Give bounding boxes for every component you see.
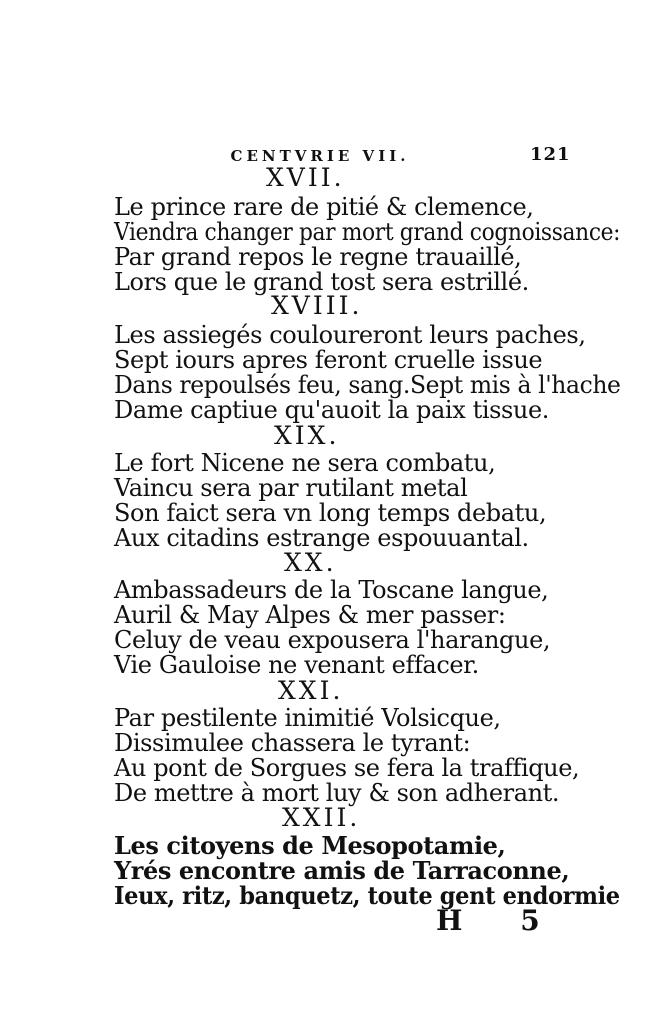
verse-line: Lors que le grand tost sera estrillé.	[114, 268, 529, 296]
verse-line: Sept iours apres feront cruelle issue	[114, 346, 543, 374]
quatrain-number: XVIII.	[271, 291, 363, 320]
quatrain-number: XXII.	[282, 803, 361, 832]
verse-line: Le prince rare de pitié & clemence,	[114, 193, 534, 221]
verse-line: Dame captiue qu'auoit la paix tissue.	[114, 396, 550, 424]
verse-line: Les assiegés couloureront leurs paches,	[114, 321, 586, 349]
quatrain-number: XXI.	[278, 676, 344, 705]
verse-line: Vie Gauloise ne venant effacer.	[114, 651, 479, 679]
verse-line: Viendra changer par mort grand cognoissance:	[114, 218, 621, 246]
verse-line: Celuy de veau expousera l'harangue,	[114, 626, 551, 654]
verse-line: Ieux, ritz, banquetz, toute gent endormie	[114, 881, 620, 910]
verse-line: Par pestilente inimitié Volsicque,	[114, 704, 501, 732]
verse-line: Dans repoulsés feu, sang.Sept mis à l'hache	[114, 371, 621, 399]
verse-line: Aux citadins estrange espouuantal.	[114, 524, 529, 552]
verse-line: Les citoyens de Mesopotamie,	[114, 831, 506, 860]
verse-line: Ambassadeurs de la Toscane langue,	[114, 576, 549, 604]
verse-line: Vaincu sera par rutilant metal	[114, 474, 468, 502]
signature-mark: H 5	[436, 904, 564, 937]
running-title: CENTVRIE VII.	[230, 147, 410, 165]
verse-line: Dissimulee chassera le tyrant:	[114, 729, 471, 757]
quatrain-number: XVII.	[266, 163, 345, 192]
verse-line: Son faict sera vn long temps debatu,	[114, 499, 547, 527]
verse-line: Yrés encontre amis de Tarraconne,	[114, 856, 570, 885]
verse-line: Auril & May Alpes & mer passer:	[114, 601, 506, 629]
page-number: 121	[530, 144, 571, 165]
verse-line: Le fort Nicene ne sera combatu,	[114, 449, 496, 477]
quatrain-number: XIX.	[274, 421, 340, 450]
verse-line: De mettre à mort luy & son adherant.	[114, 779, 560, 807]
verse-line: Au pont de Sorgues se fera la traffique,	[114, 754, 580, 782]
verse-line: Par grand repos le regne trauaillé,	[114, 243, 522, 271]
quatrain-number: XX.	[284, 548, 337, 577]
